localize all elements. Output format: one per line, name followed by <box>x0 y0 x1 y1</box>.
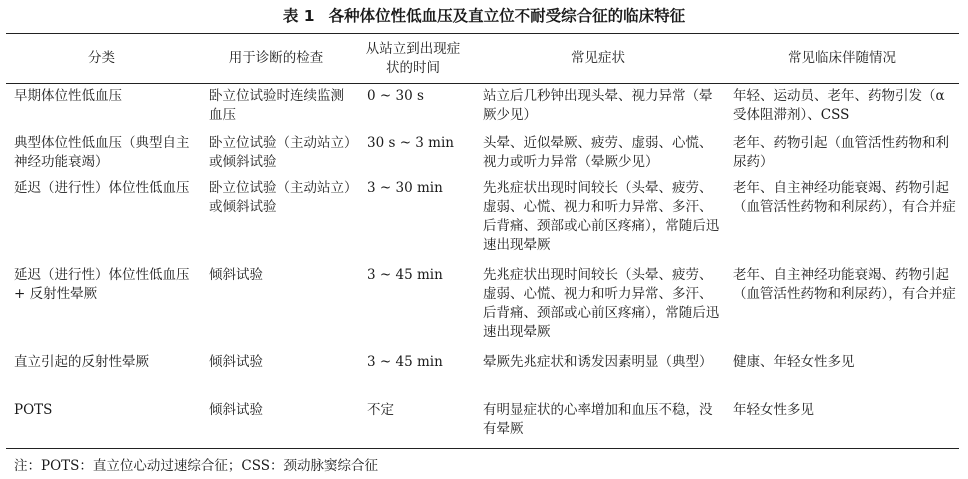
table-footnote: 注：POTS：直立位心动过速综合征；CSS：颈动脉窦综合征 <box>14 458 378 474</box>
cell-time: 3 ~ 30 min <box>367 180 443 196</box>
cell-test: 卧立位试验（主动站立）或倾斜试验 <box>209 135 351 170</box>
cell-conditions: 老年、药物引起（血管活性药物和利尿药） <box>733 135 949 170</box>
cell-symptoms: 晕厥先兆症状和诱发因素明显（典型） <box>483 354 713 370</box>
cell-category: 延迟（进行性）体位性低血压 <box>14 180 190 196</box>
cell-test: 倾斜试验 <box>209 267 263 283</box>
cell-time: 3 ~ 45 min <box>367 354 443 370</box>
table-caption: 各种体位性低血压及直立位不耐受综合征的临床特征 <box>328 7 686 25</box>
cell-category: 早期体位性低血压 <box>14 88 122 104</box>
header-onset-time: 从站立到出现症状的时间 <box>365 40 461 76</box>
cell-conditions: 年轻女性多见 <box>733 402 814 418</box>
bottom-rule <box>6 448 959 449</box>
table-row <box>6 130 959 175</box>
cell-conditions: 老年、自主神经功能衰竭、药物引起（血管活性药物和利尿药），有合并症 <box>733 267 956 302</box>
cell-time: 0 ~ 30 s <box>367 88 424 104</box>
header-row <box>6 34 959 83</box>
clinical-features-table <box>6 34 959 445</box>
table-row <box>6 349 959 397</box>
table-number: 表 1 <box>282 7 315 25</box>
cell-test: 倾斜试验 <box>209 402 263 418</box>
cell-symptoms: 头晕、近似晕厥、疲劳、虚弱、心慌、视力或听力异常（晕厥少见） <box>483 135 713 170</box>
cell-test: 倾斜试验 <box>209 354 263 370</box>
cell-conditions: 年轻、运动员、老年、药物引发（α 受体阻滞剂）、CSS <box>733 88 945 123</box>
cell-symptoms: 有明显症状的心率增加和血压不稳，没有晕厥 <box>483 402 713 437</box>
cell-time: 不定 <box>367 402 394 418</box>
table-row <box>6 262 959 349</box>
table-row <box>6 83 959 130</box>
cell-category: 典型体位性低血压（典型自主神经功能衰竭） <box>14 135 190 170</box>
cell-symptoms: 先兆症状出现时间较长（头晕、疲劳、虚弱、心慌、视力和听力异常、多汗、后背痛、颈部或心前区疼痛），常随后迅速出现晕厥 <box>483 267 720 340</box>
cell-category: POTS <box>14 402 53 418</box>
header-symptoms: 常见症状 <box>571 50 625 66</box>
header-category: 分类 <box>88 50 115 66</box>
cell-category: 直立引起的反射性晕厥 <box>14 354 149 370</box>
cell-time: 3 ~ 45 min <box>367 267 443 283</box>
table-row <box>6 397 959 445</box>
cell-symptoms: 站立后几秒钟出现头晕、视力异常（晕厥少见） <box>483 88 713 123</box>
cell-conditions: 健康、年轻女性多见 <box>733 354 855 370</box>
table-row <box>6 175 959 262</box>
table-title <box>0 2 968 30</box>
cell-test: 卧立位试验（主动站立）或倾斜试验 <box>209 180 351 215</box>
header-diagnostic-test: 用于诊断的检查 <box>228 50 324 66</box>
cell-symptoms: 先兆症状出现时间较长（头晕、疲劳、虚弱、心慌、视力和听力异常、多汗、后背痛、颈部或心前区疼痛），常随后迅速出现晕厥 <box>483 180 720 253</box>
cell-category: 延迟（进行性）体位性低血压 + 反射性晕厥 <box>14 267 190 302</box>
cell-conditions: 老年、自主神经功能衰竭、药物引起（血管活性药物和利尿药），有合并症 <box>733 180 956 215</box>
cell-test: 卧立位试验时连续监测血压 <box>209 88 344 123</box>
cell-time: 30 s ~ 3 min <box>367 135 454 151</box>
header-conditions: 常见临床伴随情况 <box>788 50 896 66</box>
